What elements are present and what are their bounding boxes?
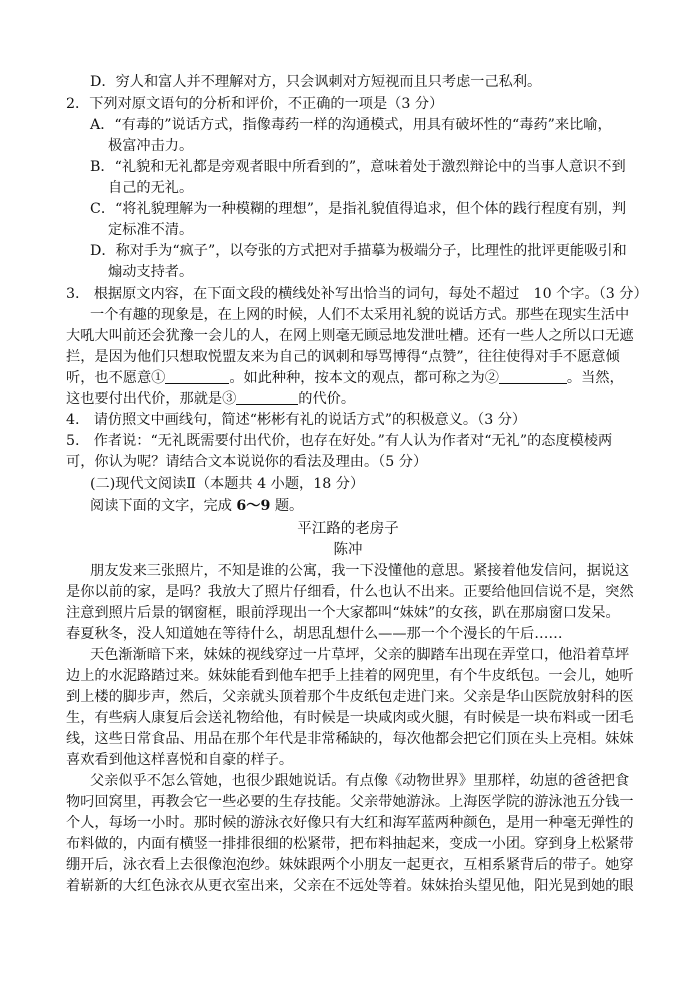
- q2-option-d-line1: D．称对手为“疯子”，以夸张的方式把对手描摹为极端分子，比理性的批评更能吸引和: [90, 243, 627, 259]
- para1-line3: 注意到照片后景的钢窗框，眼前浮现出一个大家都叫“妹妹”的女孩，趴在那扇窗口发呆。: [66, 605, 620, 621]
- para3-line1: 父亲似乎不怎么管她，也很少跟她说话。有点像《动物世界》里那样，幼崽的爸爸把食: [90, 773, 630, 789]
- q3-text-b: 。如此种种，按本文的观点，都可称之为②: [229, 370, 499, 386]
- section-instruction: [90, 496, 303, 516]
- para2-line3: 到上楼的脚步声，然后，父亲就头顶着那个牛皮纸包走进门来。父亲是华山医院放射科的医: [66, 689, 634, 705]
- blank-1-line[interactable]: [165, 369, 229, 384]
- para1-line4: 春夏秋冬，没人知道她在等待什么，胡思乱想什么——那一个个漫长的午后……: [66, 626, 563, 642]
- q5-line2: 可，你认为呢？请结合文本说说你的看法及理由。（5 分）: [66, 454, 428, 470]
- para2-line5: 线，这些日常食品、用品在那个年代是非常稀缺的，每次他都会把它们顶在头上亮相。妹妹: [66, 731, 634, 747]
- q3-passage-line1: 一个有趣的现象是，在上网的时候，人们不太采用礼貌的说话方式。那些在现实生活中: [90, 307, 630, 323]
- q3-text-a: 听，也不愿意①: [66, 370, 166, 386]
- q2-option-c-line2: 定标准不清。: [108, 222, 194, 238]
- para1-line2: 是你以前的家，是吗？我放大了照片仔细看，什么也认不出来。正要给他回信说不是，突然: [66, 584, 634, 600]
- para3-line2: 物叼回窝里，再教会它一些必要的生存技能。父亲带她游泳。上海医学院的游泳池五分钱一: [66, 794, 634, 810]
- para2-line1: 天色渐渐暗下来，妹妹的视线穿过一片草坪，父亲的脚踏车出现在弄堂口，他沿着草坪: [90, 647, 630, 663]
- article-title: 平江路的老房子: [297, 521, 399, 537]
- q3-text-c: 。当然，: [566, 370, 624, 386]
- instruction-text: 阅读下面的文字，完成: [90, 498, 237, 514]
- para3-line3: 个人，每场一小时。那时候的游泳衣好像只有大红和海军蓝两种颜色，是用一种毫无弹性的: [66, 815, 634, 831]
- q2-option-a-line1: A．“有毒的”说话方式，指像毒药一样的沟通模式，用具有破坏性的“毒药”来比喻，: [90, 117, 612, 133]
- section-heading: (二)现代文阅读Ⅱ（本题共 4 小题，18 分）: [90, 476, 365, 492]
- article-author: 陈冲: [333, 542, 363, 558]
- q2-option-b-line2: 自己的无礼。: [108, 180, 194, 196]
- q3-stem: 3. 根据原文内容，在下面文段的横线处补写出恰当的词句，每处不超过 10 个字。（3 分）: [66, 286, 648, 302]
- q5-line1: 5. 作者说：“无礼既需要付出代价，也存在好处。”有人认为作者对“无礼”的态度模棱两: [66, 433, 613, 449]
- question-range: 6～9: [236, 498, 271, 514]
- instruction-end: 题。: [270, 498, 304, 514]
- q3-passage-line4: [66, 368, 624, 388]
- q4-stem: 4. 请仿照文中画线句，简述“彬彬有礼的说话方式”的积极意义。（3 分）: [66, 412, 527, 428]
- para2-line4: 生，有些病人康复后会送礼物给他，有时候是一块咸肉或火腿，有时候是一块布料或一团毛: [66, 710, 634, 726]
- blank-2-line[interactable]: [499, 369, 567, 384]
- q3-passage-line5: [66, 389, 355, 409]
- para3-line5: 绷开后，泳衣看上去很像泡泡纱。妹妹跟两个小朋友一起更衣，互相系紧背后的带子。她穿: [66, 857, 634, 873]
- q2-stem: 2．下列对原文语句的分析和评价，不正确的一项是（3 分）: [66, 96, 444, 112]
- q3-text-d: 这也要付出代价，那就是③: [66, 391, 237, 407]
- para3-line4: 布料做的，内面有横竖一排排很细的松紧带，把布料抽起来，变成一小团。穿到身上松紧带: [66, 836, 634, 852]
- para2-line6: 喜欢看到他这样喜悦和自豪的样子。: [66, 752, 294, 768]
- q2-option-c-line1: C．“将礼貌理解为一种模糊的理想”，是指礼貌值得追求，但个体的践行程度有别，判: [90, 201, 627, 217]
- blank-3-line[interactable]: [236, 390, 298, 405]
- q3-passage-line3: 拦，是因为他们只想取悦盟友来为自己的讽刺和辱骂博得“点赞”，往往使得对手不愿意倾: [66, 349, 620, 365]
- q2-option-a-line2: 极富冲击力。: [108, 138, 194, 154]
- q1-option-d: D．穷人和富人并不理解对方，只会讽刺对方短视而且只考虑一己私利。: [90, 74, 542, 90]
- q3-passage-line2: 大吼大叫前还会犹豫一会儿的人，在网上则毫无顾忌地发泄吐槽。还有一些人之所以口无遮: [66, 328, 634, 344]
- q2-option-b-line1: B．“礼貌和无礼都是旁观者眼中所看到的”，意味着处于激烈辩论中的当事人意识不到: [90, 159, 626, 175]
- para1-line1: 朋友发来三张照片，不知是谁的公寓，我一下没懂他的意思。紧接着他发信问，据说这: [90, 563, 630, 579]
- q2-option-d-line2: 煽动支持者。: [108, 264, 194, 280]
- para3-line6: 着崭新的大红色泳衣从更衣室出来，父亲在不远处等着。妹妹抬头望见他，阳光晃到她的眼: [66, 878, 634, 894]
- q3-text-e: 的代价。: [298, 391, 356, 407]
- para2-line2: 边上的水泥路踏过来。妹妹能看到他车把手上挂着的网兜里，有个牛皮纸包。一会儿，她听: [66, 668, 634, 684]
